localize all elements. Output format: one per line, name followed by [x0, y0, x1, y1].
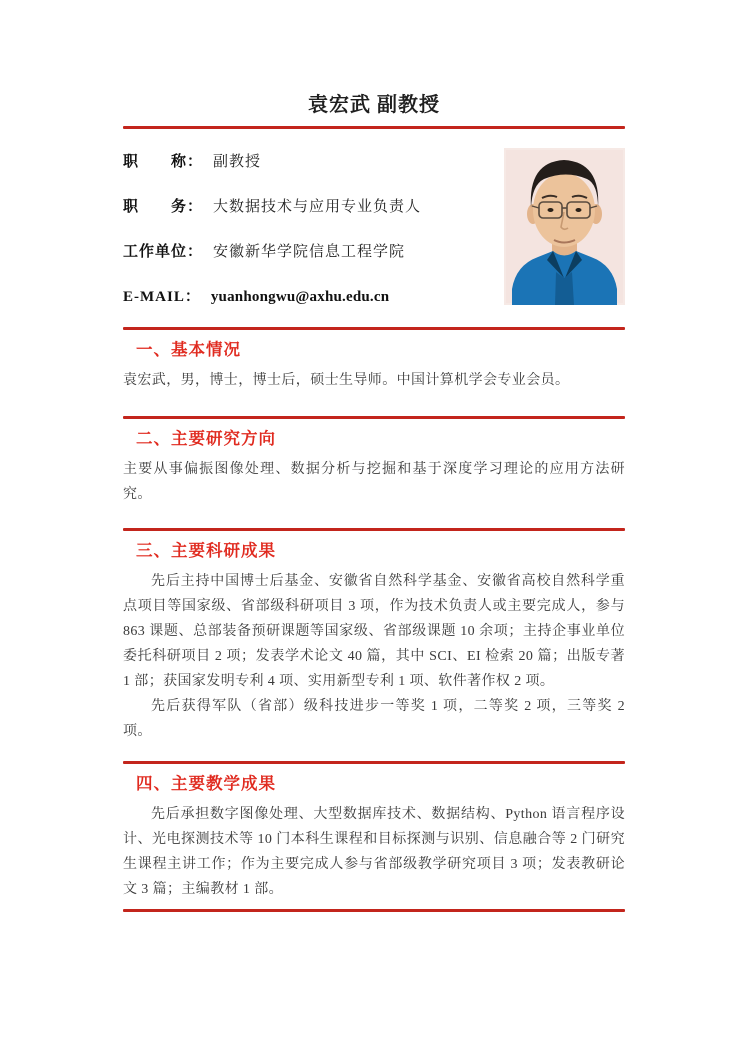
field-row-title [123, 151, 421, 174]
section-heading: 一、基本情况 [136, 341, 241, 359]
section-heading: 三、主要科研成果 [136, 542, 276, 560]
profile-fields [123, 148, 421, 309]
bottom-divider-rule [123, 909, 625, 912]
section-heading: 二、主要研究方向 [136, 430, 276, 448]
field-label-title: 职 称： [123, 154, 204, 170]
portrait-photo-illustration [504, 148, 625, 305]
section-paragraph: 主要从事偏振图像处理、数据分析与挖掘和基于深度学习理论的应用方法研究。 [123, 462, 625, 502]
section-divider-rule [123, 416, 625, 419]
spacer [123, 751, 625, 761]
field-label-workunit: 工作单位： [123, 244, 204, 260]
section-divider-rule [123, 761, 625, 764]
section-divider-rule [123, 327, 625, 330]
section-heading: 四、主要教学成果 [136, 775, 276, 793]
section-research-achievements [123, 528, 625, 744]
field-row-workunit [123, 241, 421, 264]
section-paragraph: 先后获得军队（省部）级科技进步一等奖 1 项，二等奖 2 项，三等奖 2 项。 [123, 699, 625, 739]
section-research-direction [123, 416, 625, 507]
section-paragraph: 先后承担数字图像处理、大型数据库技术、数据结构、Python 语言程序设计、光电探测技术等 10 门本科生课程和目标探测与识别、信息融合等 2 门研究生课程主讲工作；作为主要完成人参与省部级教学研究项目 3 项；发表教研论文 3 篇；主编教材 1 部。 [123, 807, 625, 897]
profile-photo [504, 148, 625, 305]
section-basic-info [123, 327, 625, 393]
title-divider-rule [123, 126, 625, 129]
field-label-position: 职 务： [123, 199, 204, 215]
spacer [123, 514, 625, 528]
page-title: 袁宏武 副教授 [308, 94, 440, 116]
field-value-title: 副教授 [213, 154, 262, 170]
field-value-email: yuanhongwu@axhu.edu.cn [210, 289, 390, 305]
field-row-email [123, 286, 421, 309]
field-label-email: E-MAIL： [123, 289, 201, 305]
section-paragraph: 先后主持中国博士后基金、安徽省自然科学基金、安徽省高校自然科学重点项目等国家级、省部级科研项目 3 项，作为技术负责人或主要完成人，参与 863 课题、总部装备预研课题等国家级、省部级课题 10 余项；主持企事业单位委托科研项目 2 项；发表学术论文 40 篇，其中 SCI、EI 检索 20 篇；出版专著 1 部；获国家发明专利 4 项、实用新型专利 1 项、软件著作权 2 项。 [123, 574, 625, 689]
field-value-workunit: 安徽新华学院信息工程学院 [213, 244, 406, 260]
field-value-position: 大数据技术与应用专业负责人 [213, 199, 422, 215]
spacer [123, 400, 625, 416]
section-paragraph: 袁宏武，男，博士，博士后，硕士生导师。中国计算机学会专业会员。 [123, 373, 570, 388]
section-teaching-achievements [123, 761, 625, 902]
field-row-position [123, 196, 421, 219]
profile-block [123, 148, 625, 309]
section-divider-rule [123, 528, 625, 531]
